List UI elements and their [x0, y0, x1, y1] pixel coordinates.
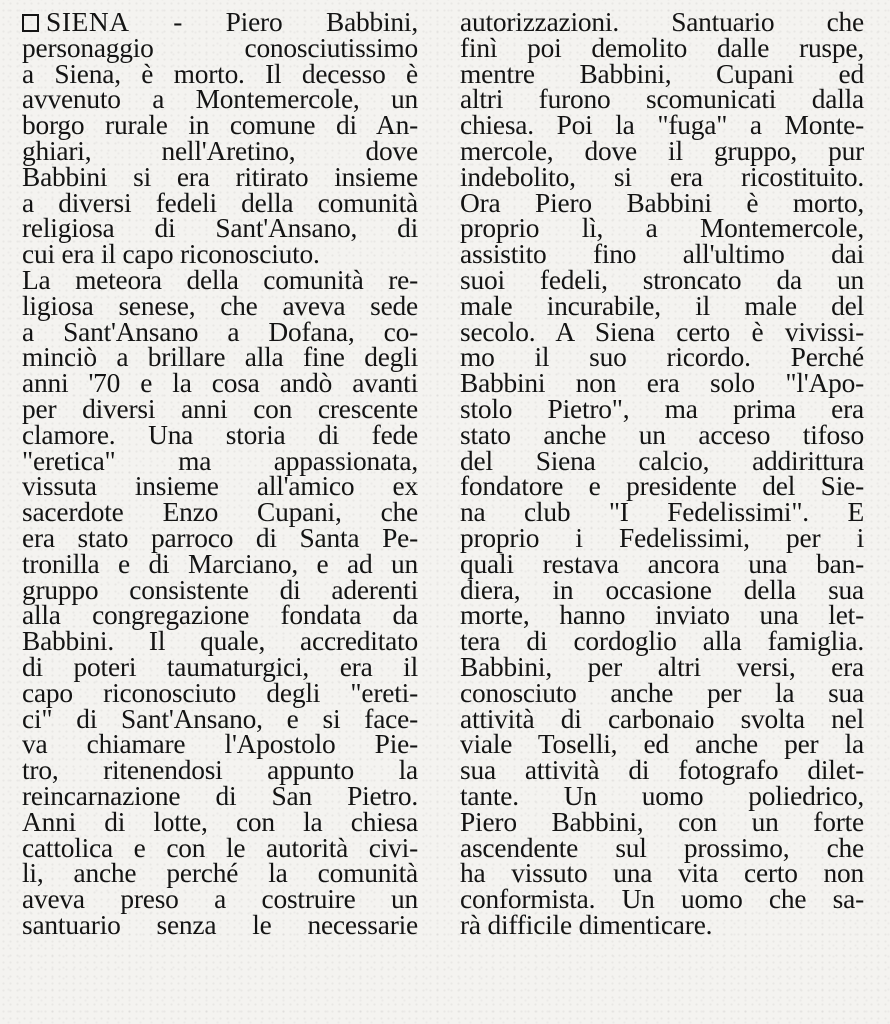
article-text-line: gruppo consistente di aderenti — [22, 574, 418, 605]
article-text-line: personaggio conosciutissimo — [22, 32, 418, 63]
article-text-line: proprio lì, a Montemercole, — [460, 213, 864, 244]
article-text-line: di poteri taumaturgici, era il — [22, 651, 418, 682]
article-text-line: ha vissuto una vita certo non — [460, 858, 864, 889]
article-text-line: rà difficile dimenticare. — [460, 909, 713, 940]
article-column-left — [22, 7, 418, 940]
article-text-line: Babbini si era ritirato insieme — [22, 161, 418, 192]
article-text-line: na club "I Fedelissimi". E — [460, 497, 864, 528]
square-bullet-icon — [22, 14, 39, 32]
article-text-line: alla congregazione fondata da — [22, 600, 418, 631]
article-text-line: assistito fino all'ultimo dai — [460, 239, 864, 270]
article-text-line: suoi fedeli, stroncato da un — [460, 264, 864, 295]
article-text-line: tro, ritenendosi appunto la — [22, 755, 418, 786]
article-text-line: tera di cordoglio alla famiglia. — [460, 626, 864, 657]
article-text-line: sacerdote Enzo Cupani, che — [22, 497, 418, 528]
article-text-line: ascendente sul prossimo, che — [460, 832, 864, 863]
article-text-line: Babbini non era solo "l'Apo- — [460, 368, 864, 399]
article-text-line: a Sant'Ansano a Dofana, co- — [22, 316, 418, 347]
article-text-line: va chiamare l'Apostolo Pie- — [22, 729, 418, 760]
article-text-line: - Piero Babbini, — [129, 7, 418, 37]
article-text-line: era stato parroco di Santa Pe- — [22, 522, 418, 553]
article-text-line: morte, hanno inviato una let- — [460, 600, 864, 631]
article-text-line: a diversi fedeli della comunità — [22, 187, 418, 218]
article-text-line: vissuta insieme all'amico ex — [22, 471, 418, 502]
article-text-line: altri furono scomunicati dalla — [460, 84, 864, 115]
article-text-line: Babbini. Il quale, accreditato — [22, 626, 418, 657]
article-text-line: Ora Piero Babbini è morto, — [460, 187, 864, 218]
article-text-line: autorizzazioni. Santuario che — [460, 7, 864, 37]
article-text-line: indebolito, si era ricostituito. — [460, 161, 864, 192]
article-text-line: ghiari, nell'Aretino, dove — [22, 135, 418, 166]
article-text-line: conosciuto anche per la sua — [460, 677, 864, 708]
article-text-line: religiosa di Sant'Ansano, di — [22, 213, 418, 244]
article-kicker: SIENA — [46, 7, 130, 37]
article-text-line: conformista. Un uomo che sa- — [460, 884, 864, 915]
article-text-line: a Siena, è morto. Il decesso è — [22, 58, 418, 89]
article-text-line: mentre Babbini, Cupani ed — [460, 58, 864, 89]
article-text-line: mo il suo ricordo. Perché — [460, 342, 864, 373]
article-column-right — [460, 7, 864, 940]
article-text-line: santuario senza le necessarie — [22, 909, 418, 940]
article-text-line: fondatore e presidente del Sie- — [460, 471, 864, 502]
article-text-line: ci" di Sant'Ansano, e si face- — [22, 703, 418, 734]
article-text-line: stato anche un acceso tifoso — [460, 419, 864, 450]
article-text-line: secolo. A Siena certo è vivissi- — [460, 316, 864, 347]
article-text-line: Anni di lotte, con la chiesa — [22, 806, 418, 837]
article-text-line: diera, in occasione della sua — [460, 574, 864, 605]
article-text-line: avvenuto a Montemercole, un — [22, 84, 418, 115]
article-text-line: mercole, dove il gruppo, pur — [460, 135, 864, 166]
article-text-line: chiesa. Poi la "fuga" a Monte- — [460, 110, 864, 141]
article-text-line: male incurabile, il male del — [460, 290, 864, 321]
article-text-line: proprio i Fedelissimi, per i — [460, 522, 864, 553]
article-text-line: attività di carbonaio svolta nel — [460, 703, 864, 734]
article-text-line: aveva preso a costruire un — [22, 884, 418, 915]
article-text-line: per diversi anni con crescente — [22, 393, 418, 424]
article-text-line: La meteora della comunità re- — [22, 264, 418, 295]
article-text-line: Piero Babbini, con un forte — [460, 806, 864, 837]
article-text-line: viale Toselli, ed anche per la — [460, 729, 864, 760]
article-text-line: finì poi demolito dalle ruspe, — [460, 32, 864, 63]
article-text-line: stolo Pietro", ma prima era — [460, 393, 864, 424]
article-text-line: sua attività di fotografo dilet- — [460, 755, 864, 786]
article-text-line: cui era il capo riconosciuto. — [22, 239, 320, 270]
article-text-line: capo riconosciuto degli "ereti- — [22, 677, 418, 708]
article-text-line: Babbini, per altri versi, era — [460, 651, 864, 682]
article-text-line: reincarnazione di San Pietro. — [22, 780, 418, 811]
article-first-line — [22, 7, 418, 37]
article-text-line: "eretica" ma appassionata, — [22, 445, 418, 476]
article-text-line: ligiosa senese, che aveva sede — [22, 290, 418, 321]
article-text-line: clamore. Una storia di fede — [22, 419, 418, 450]
article-text-line: quali restava ancora una ban- — [460, 548, 864, 579]
article-text-line: li, anche perché la comunità — [22, 858, 418, 889]
article-text-line: cattolica e con le autorità civi- — [22, 832, 418, 863]
article-text-line: tante. Un uomo poliedrico, — [460, 780, 864, 811]
article-text-line: anni '70 e la cosa andò avanti — [22, 368, 418, 399]
article-text-line: borgo rurale in comune di An- — [22, 110, 418, 141]
article-text-line: minciò a brillare alla fine degli — [22, 342, 418, 373]
article-text-line: tronilla e di Marciano, e ad un — [22, 548, 418, 579]
article-text-line: del Siena calcio, addirittura — [460, 445, 864, 476]
